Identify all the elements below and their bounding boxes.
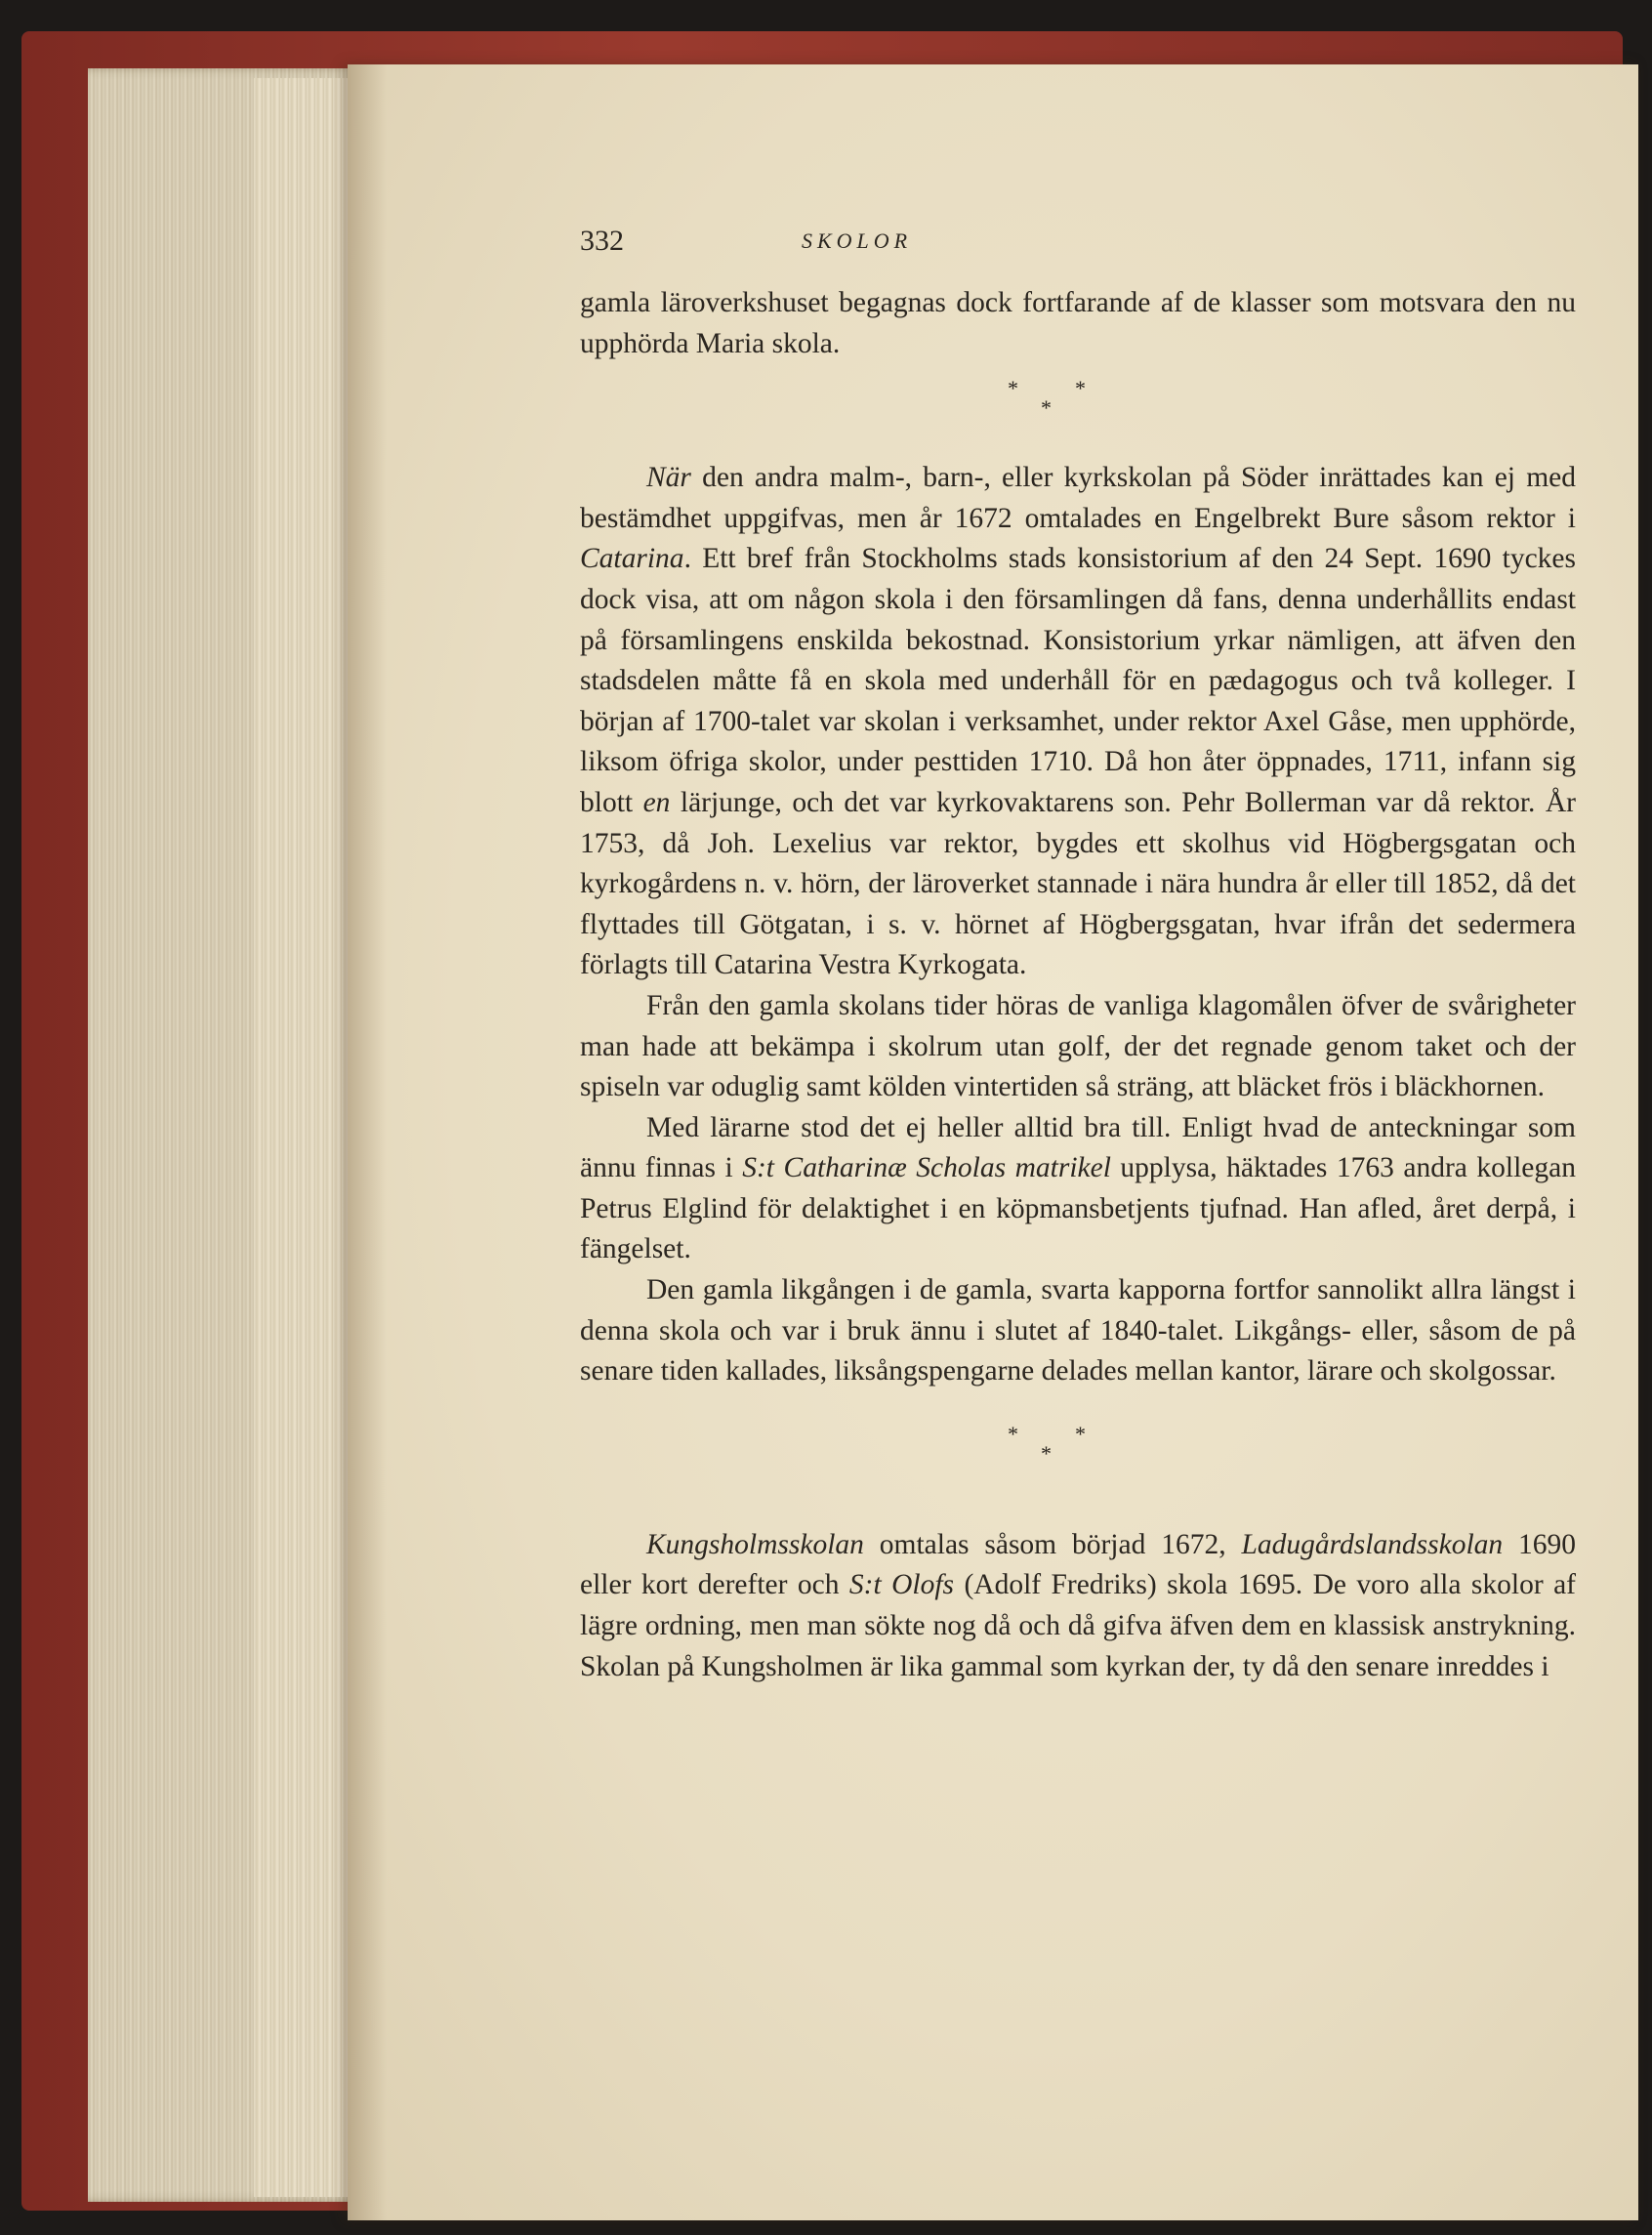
text-run: (Adolf Fredriks) skola 1695. De voro alla skolor af lägre ordning, men man sökte nog då och då gifva äfven dem en klassisk anstrykning. Skolan på Kungsholmen är lika gammal som kyrkan der, ty då den senare inreddes i <box>580 1569 1576 1682</box>
page-stack-edges <box>254 78 361 2197</box>
italic-run: Kungsholmsskolan <box>646 1528 864 1560</box>
text-run: Från den gamla skolans tider höras de vanliga klagomålen öfver de svårigheter man hade att bekämpa i skolrum utan golf, der det regnade genom taket och der spiseln var oduglig samt kölden vintertiden så sträng, att bläcket frös i bläckhornen. <box>580 989 1576 1103</box>
asterism-star: * <box>1075 1421 1086 1446</box>
asterism-1 <box>580 364 1576 433</box>
page-header <box>580 225 1576 264</box>
asterism-star: * <box>1008 1421 1018 1446</box>
italic-run: Catarina <box>580 543 684 575</box>
paragraph-6 <box>580 1525 1576 1687</box>
asterism-2 <box>580 1410 1576 1478</box>
paragraph-1 <box>580 283 1576 364</box>
italic-run: S:t Catharinæ Scholas matrikel <box>742 1152 1111 1184</box>
page-number: 332 <box>580 225 624 257</box>
running-head: SKOLOR <box>802 228 913 253</box>
text-block <box>580 225 1576 1687</box>
text-run: . Ett bref från Stockholms stads konsistorium af den 24 Sept. 1690 tyckes dock visa, att om någon skola i den församlingen då fans, denna underhållits endast på församlingens enskilda bekostnad. Konsistorium yrkar nämligen, att äfven den stadsdelen måtte få en skola med underhåll för en pædagogus och två kolleger. I början af 1700-talet var skolan i verksamhet, under rektor Axel Gåse, men upphörde, liksom öfriga skolor, under pesttiden 1710. Då hon åter öppnades, 1711, infann sig blott <box>580 543 1576 818</box>
italic-run: Ladugårdslandsskolan <box>1241 1528 1504 1560</box>
text-run: den andra malm-, barn-, eller kyrkskolan på Söder inrättades kan ej med bestämdhet uppgifvas, men år 1672 omtalades en Engelbrekt Bure såsom rektor i <box>580 462 1576 534</box>
text-run: upplysa, häktades 1763 andra kollegan Petrus Elglind för delaktighet i en köpmansbetjents tjufnad. Han afled, året derpå, i fängelset. <box>580 1152 1576 1265</box>
asterism-star: * <box>1075 376 1086 401</box>
text-run: lärjunge, och det var kyrkovaktarens son. Pehr Bollerman var då rektor. År 1753, då Joh. Lexelius var rektor, bygdes ett skolhus vid Högbergsgatan och kyrkogårdens n. v. hörn, der läroverket stannade i nära hundra år eller till 1852, då det flyttades till Götgatan, i s. v. hörnet af Högbergsgatan, hvar ifrån det sedermera förlagts till Catarina Vestra Kyrkogata. <box>580 786 1576 981</box>
italic-run: S:t Olofs <box>848 1569 955 1601</box>
gutter-shadow <box>348 64 387 2220</box>
text-run: 1690 eller kort derefter och <box>580 1528 1577 1601</box>
italic-run: en <box>642 786 671 818</box>
paragraph-2 <box>580 458 1576 986</box>
text-run: omtalas såsom börjad 1672, <box>863 1528 1242 1560</box>
asterism-star: * <box>1008 376 1018 401</box>
italic-run: När <box>646 462 691 494</box>
paragraph-3 <box>580 986 1576 1108</box>
text-run: gamla läroverkshuset begagnas dock fortfarande af de klasser som motsvara den nu upphörda Maria skola. <box>580 287 1576 359</box>
text-run: Den gamla likgången i de gamla, svarta kapporna fortfor sannolikt allra längst i denna skola och var i bruk ännu i slutet af 1840-talet. Likgångs- eller, såsom de på senare tiden kallades, liksångspengarne delades mellan kantor, lärare och skolgossar. <box>580 1274 1576 1387</box>
asterism-star: * <box>1041 395 1052 421</box>
asterism-star: * <box>1041 1440 1052 1466</box>
paragraph-5 <box>580 1270 1576 1392</box>
paragraph-4 <box>580 1108 1576 1270</box>
text-run: Med lärarne stod det ej heller alltid bra till. Enligt hvad de anteckningar som ännu finnas i <box>580 1111 1576 1184</box>
